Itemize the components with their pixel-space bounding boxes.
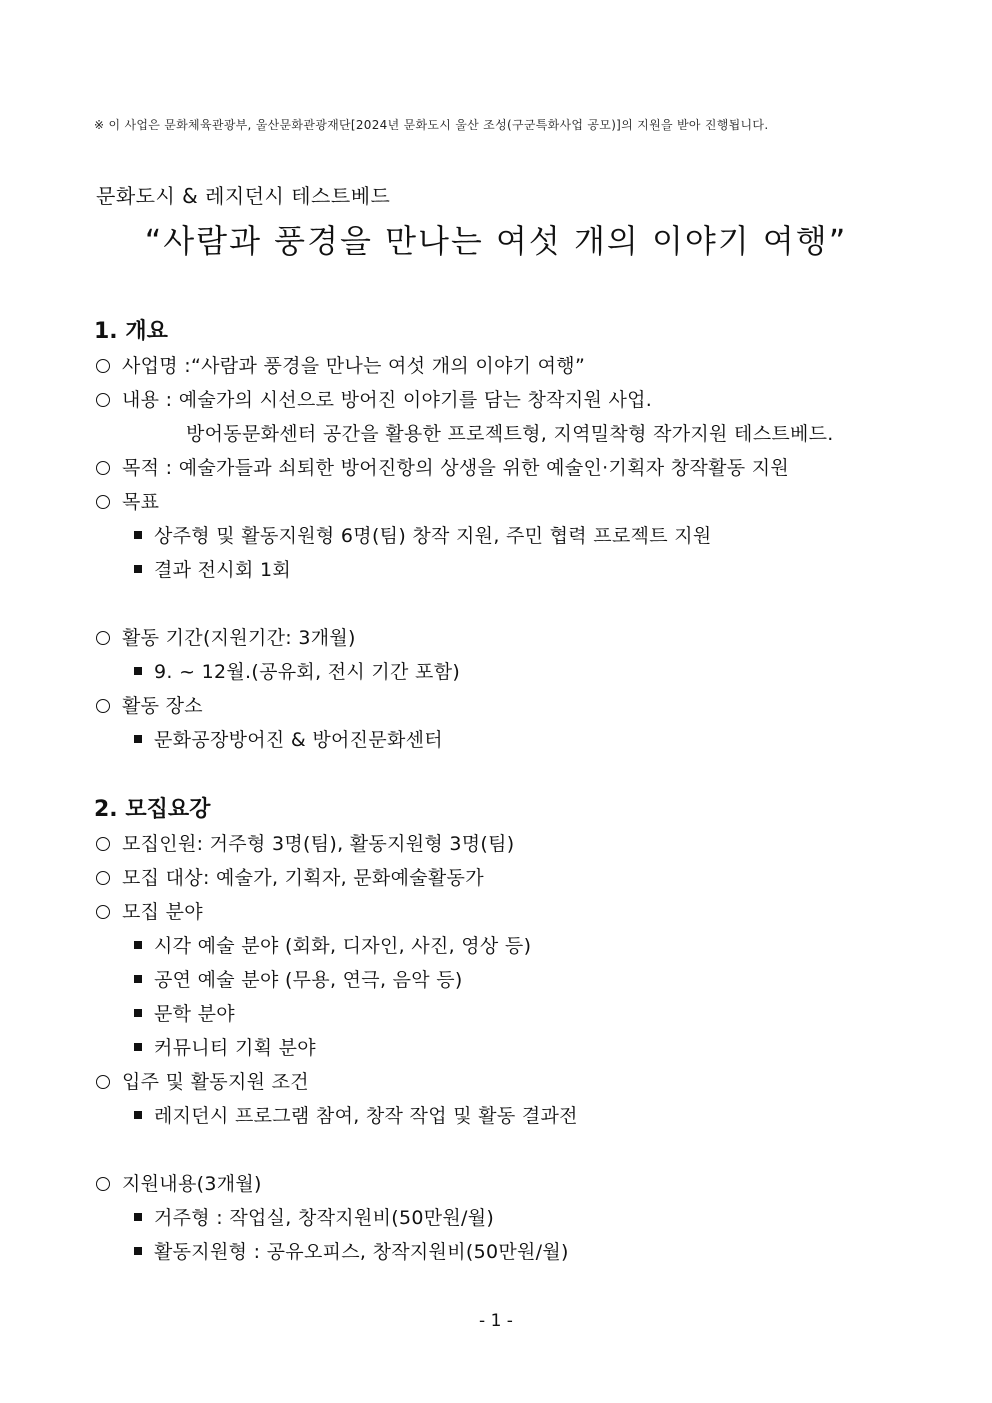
document-title: “사람과 풍경을 만나는 여섯 개의 이야기 여행” <box>144 222 848 260</box>
list-item-condition: 입주 및 활동지원 조건 <box>96 1067 309 1094</box>
square-bullet-icon <box>134 1043 142 1051</box>
square-bullet-icon <box>134 1009 142 1017</box>
circle-bullet-icon <box>96 393 110 407</box>
square-bullet-icon <box>134 667 142 675</box>
funding-notice: ※ 이 사업은 문화체육관광부, 울산문화관광재단[2024년 문화도시 울산 조성(구군특화사업 공모)]의 지원을 받아 진행됩니다. <box>94 118 769 132</box>
circle-bullet-icon <box>96 1177 110 1191</box>
square-bullet-icon <box>134 565 142 573</box>
list-item-content-continued: 방어동문화센터 공간을 활용한 프로젝트형, 지역밀착형 작가지원 테스트베드. <box>186 423 834 445</box>
list-item-purpose: 목적 : 예술가들과 쇠퇴한 방어진항의 상생을 위한 예술인·기획자 창작활동 지원 <box>96 453 789 480</box>
document-subtitle: 문화도시 & 레지던시 테스트베드 <box>96 184 391 208</box>
list-item-support: 지원내용(3개월) <box>96 1169 262 1196</box>
circle-bullet-icon <box>96 495 110 509</box>
square-bullet-icon <box>134 735 142 743</box>
square-bullet-icon <box>134 1111 142 1119</box>
sub-item-goal: 상주형 및 활동지원형 6명(팀) 창작 지원, 주민 협력 프로젝트 지원 <box>134 521 712 548</box>
list-item-goal: 목표 <box>96 487 159 514</box>
list-item-content: 내용 : 예술가의 시선으로 방어진 이야기를 담는 창작지원 사업. <box>96 385 652 412</box>
circle-bullet-icon <box>96 461 110 475</box>
section-1-heading: 1. 개요 <box>94 319 168 344</box>
sub-item-support: 활동지원형 : 공유오피스, 창작지원비(50만원/월) <box>134 1237 569 1264</box>
sub-item-field: 공연 예술 분야 (무용, 연극, 음악 등) <box>134 965 463 992</box>
square-bullet-icon <box>134 975 142 983</box>
sub-item-place: 문화공장방어진 & 방어진문화센터 <box>134 725 443 752</box>
page-number: - 1 - <box>479 1311 513 1331</box>
circle-bullet-icon <box>96 837 110 851</box>
square-bullet-icon <box>134 531 142 539</box>
list-item-project-name: 사업명 :“사람과 풍경을 만나는 여섯 개의 이야기 여행” <box>96 351 585 378</box>
sub-item-field: 커뮤니티 기획 분야 <box>134 1033 316 1060</box>
sub-item-field: 시각 예술 분야 (회화, 디자인, 사진, 영상 등) <box>134 931 531 958</box>
list-item-headcount: 모집인원: 거주형 3명(팀), 활동지원형 3명(팀) <box>96 829 515 856</box>
circle-bullet-icon <box>96 699 110 713</box>
sub-item-condition: 레지던시 프로그램 참여, 창작 작업 및 활동 결과전 <box>134 1101 578 1128</box>
list-item-place: 활동 장소 <box>96 691 203 718</box>
circle-bullet-icon <box>96 359 110 373</box>
circle-bullet-icon <box>96 905 110 919</box>
sub-item-period: 9. ~ 12월.(공유회, 전시 기간 포함) <box>134 657 460 684</box>
list-item-field: 모집 분야 <box>96 897 203 924</box>
section-2-heading: 2. 모집요강 <box>94 797 211 822</box>
sub-item-support: 거주형 : 작업실, 창작지원비(50만원/월) <box>134 1203 494 1230</box>
square-bullet-icon <box>134 1213 142 1221</box>
list-item-period: 활동 기간(지원기간: 3개월) <box>96 623 356 650</box>
list-item-target: 모집 대상: 예술가, 기획자, 문화예술활동가 <box>96 863 484 890</box>
circle-bullet-icon <box>96 1075 110 1089</box>
sub-item-goal: 결과 전시회 1회 <box>134 555 291 582</box>
sub-item-field: 문학 분야 <box>134 999 235 1026</box>
circle-bullet-icon <box>96 631 110 645</box>
square-bullet-icon <box>134 941 142 949</box>
square-bullet-icon <box>134 1247 142 1255</box>
circle-bullet-icon <box>96 871 110 885</box>
